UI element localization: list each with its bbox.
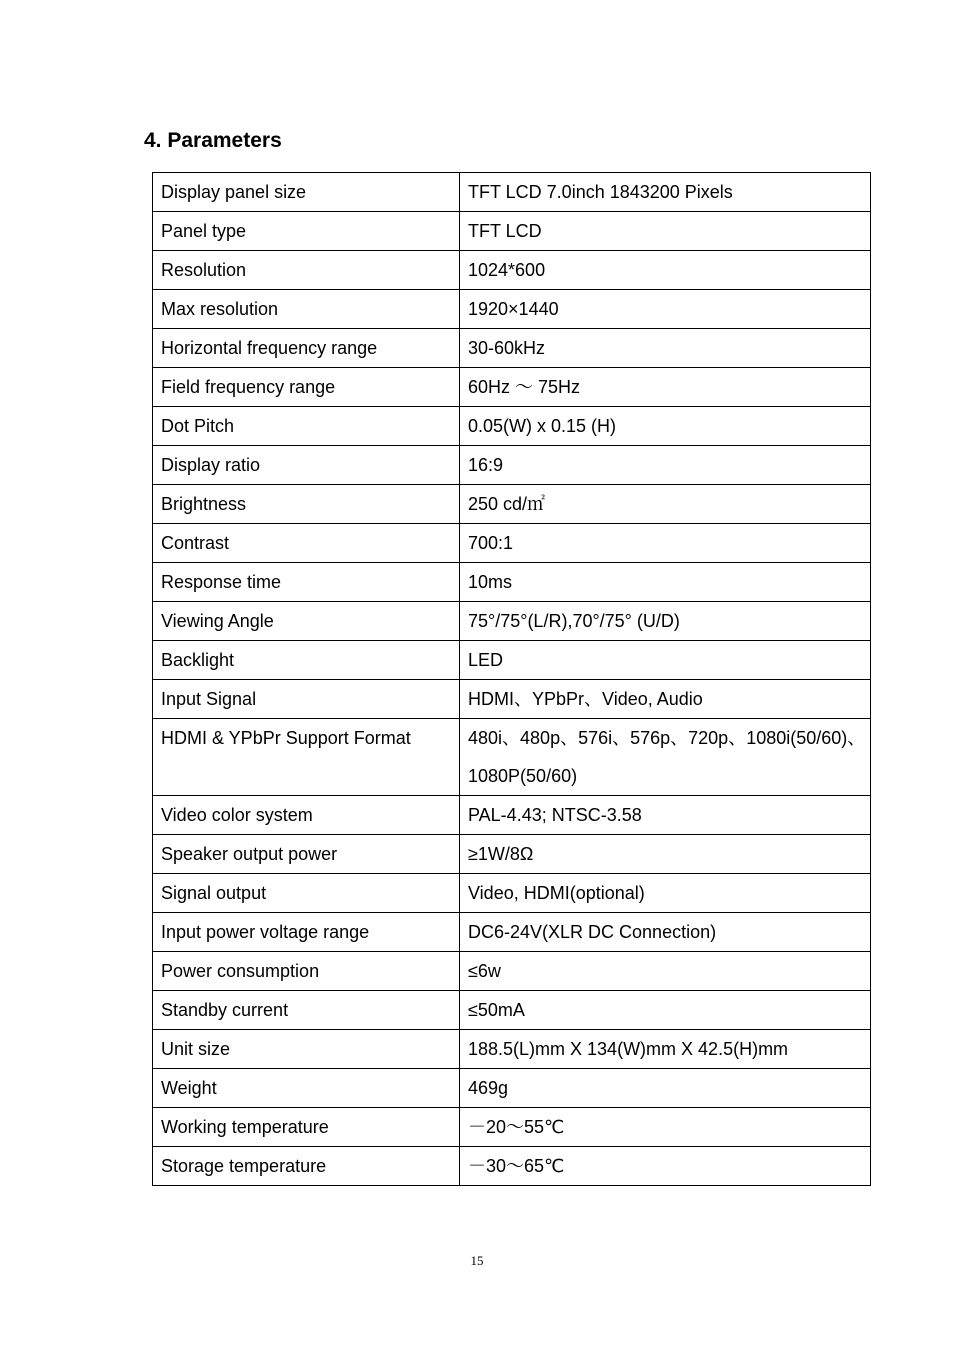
parameter-value: ≥1W/8Ω (460, 835, 871, 874)
parameter-value: HDMI、YPbPr、Video, Audio (460, 680, 871, 719)
table-row (153, 485, 871, 524)
parameter-label: HDMI & YPbPr Support Format (153, 719, 460, 796)
table-row (153, 407, 871, 446)
parameter-label: Response time (153, 563, 460, 602)
parameter-label: Horizontal frequency range (153, 329, 460, 368)
parameter-label: Viewing Angle (153, 602, 460, 641)
parameter-value: TFT LCD (460, 212, 871, 251)
parameter-value: DC6-24V(XLR DC Connection) (460, 913, 871, 952)
parameter-value (460, 719, 871, 796)
parameter-label: Display panel size (153, 173, 460, 212)
parameter-value: 30-60kHz (460, 329, 871, 368)
parameter-value: 700:1 (460, 524, 871, 563)
table-row (153, 1069, 871, 1108)
parameter-value: LED (460, 641, 871, 680)
table-row (153, 251, 871, 290)
table-row (153, 602, 871, 641)
page-number: 15 (470, 1253, 484, 1268)
table-row (153, 329, 871, 368)
parameter-value: 250 cd/㎡ (460, 485, 871, 524)
table-row (153, 563, 871, 602)
parameter-value: ≤6w (460, 952, 871, 991)
parameter-value: TFT LCD 7.0inch 1843200 Pixels (460, 173, 871, 212)
parameters-table (152, 172, 871, 1186)
parameter-label: Video color system (153, 796, 460, 835)
table-row (153, 1147, 871, 1186)
parameter-value-line: 1080P(50/60) (468, 766, 578, 786)
table-row (153, 368, 871, 407)
table-row (153, 1108, 871, 1147)
parameter-value: 75°/75°(L/R),70°/75° (U/D) (460, 602, 871, 641)
parameter-value: 10ms (460, 563, 871, 602)
table-row (153, 212, 871, 251)
table-row (153, 446, 871, 485)
table-row (153, 680, 871, 719)
parameter-label: Input power voltage range (153, 913, 460, 952)
parameter-label: Contrast (153, 524, 460, 563)
table-row (153, 719, 871, 796)
parameter-value: 16:9 (460, 446, 871, 485)
parameter-value: 188.5(L)mm X 134(W)mm X 42.5(H)mm (460, 1030, 871, 1069)
parameter-label: Panel type (153, 212, 460, 251)
parameter-label: Max resolution (153, 290, 460, 329)
parameter-label: Weight (153, 1069, 460, 1108)
parameter-label: Power consumption (153, 952, 460, 991)
parameter-label: Speaker output power (153, 835, 460, 874)
parameter-value: －20～55℃ (460, 1108, 871, 1147)
parameter-label: Storage temperature (153, 1147, 460, 1186)
parameter-value: PAL-4.43; NTSC-3.58 (460, 796, 871, 835)
table-row (153, 796, 871, 835)
table-row (153, 874, 871, 913)
table-row (153, 173, 871, 212)
table-row (153, 952, 871, 991)
table-row (153, 913, 871, 952)
parameter-value: 1024*600 (460, 251, 871, 290)
parameter-label: Unit size (153, 1030, 460, 1069)
parameter-value: －30～65℃ (460, 1147, 871, 1186)
parameter-value: 0.05(W) x 0.15 (H) (460, 407, 871, 446)
parameter-value: 469g (460, 1069, 871, 1108)
table-row (153, 991, 871, 1030)
parameter-value: 1920×1440 (460, 290, 871, 329)
parameter-label: Dot Pitch (153, 407, 460, 446)
parameter-label: Resolution (153, 251, 460, 290)
table-row (153, 290, 871, 329)
parameter-value: ≤50mA (460, 991, 871, 1030)
parameter-label: Working temperature (153, 1108, 460, 1147)
parameter-label: Standby current (153, 991, 460, 1030)
table-row (153, 835, 871, 874)
table-row (153, 524, 871, 563)
parameter-label: Brightness (153, 485, 460, 524)
parameter-value: Video, HDMI(optional) (460, 874, 871, 913)
parameter-value: 60Hz ～ 75Hz (460, 368, 871, 407)
parameter-label: Field frequency range (153, 368, 460, 407)
section-heading: 4. Parameters (144, 129, 282, 152)
table-row (153, 1030, 871, 1069)
parameter-label: Input Signal (153, 680, 460, 719)
parameter-label: Signal output (153, 874, 460, 913)
parameter-label: Backlight (153, 641, 460, 680)
parameter-value-line: 480i、480p、576i、576p、720p、1080i(50/60)、 (468, 728, 866, 748)
table-row (153, 641, 871, 680)
parameter-label: Display ratio (153, 446, 460, 485)
